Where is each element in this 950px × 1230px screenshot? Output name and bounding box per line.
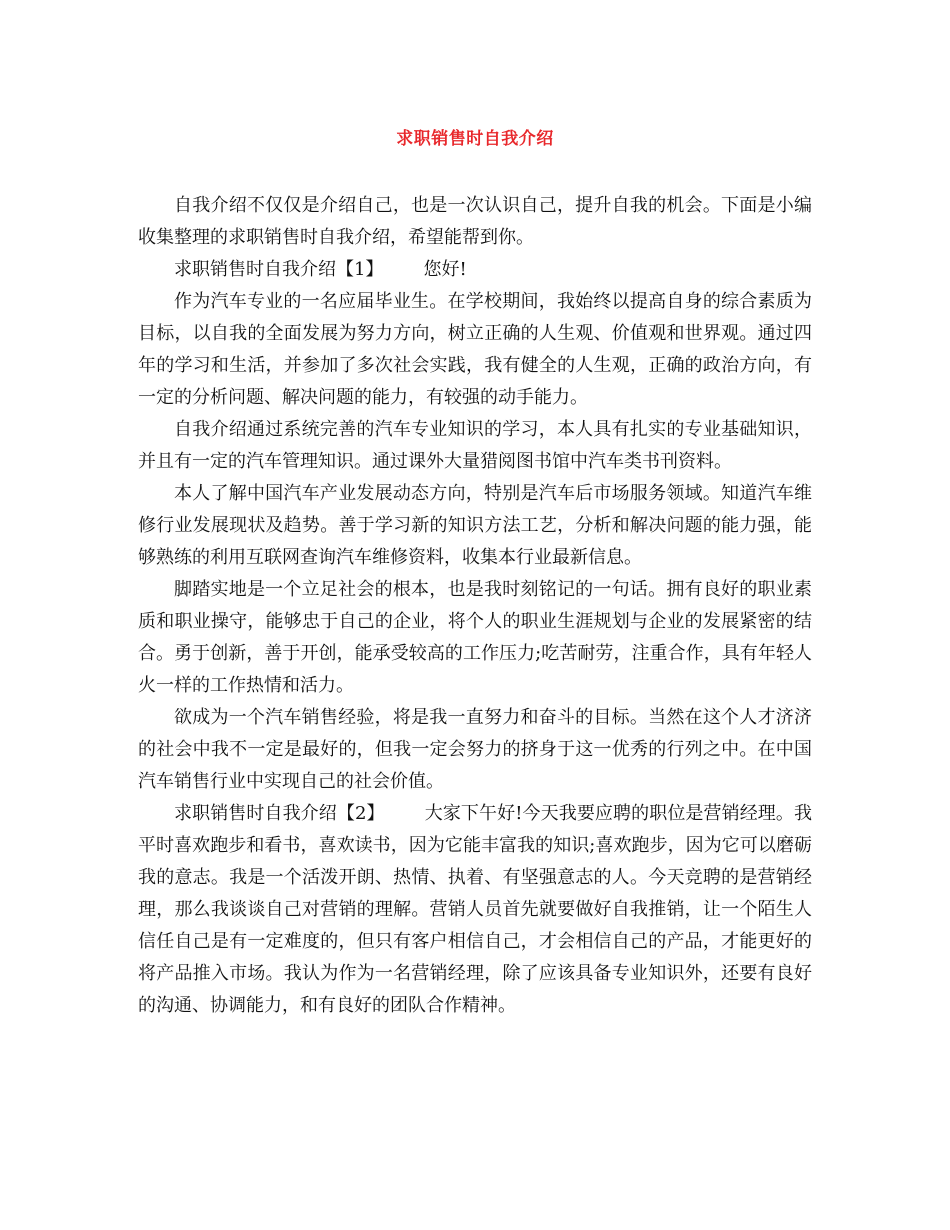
page-title: 求职销售时自我介绍 <box>396 129 554 149</box>
section-heading: 求职销售时自我介绍【2】 <box>174 803 385 824</box>
body-paragraph <box>138 414 812 478</box>
section-1-paragraph <box>138 254 812 286</box>
section-2-paragraph <box>138 798 812 1022</box>
body-paragraph <box>138 478 812 574</box>
body-paragraph <box>138 286 812 414</box>
document-body <box>138 190 812 1022</box>
body-paragraph <box>138 574 812 702</box>
body-paragraph <box>138 702 812 798</box>
paragraph-text: 脚踏实地是一个立足社会的根本，也是我时刻铭记的一句话。拥有良好的职业素质和职业操守，能够忠于自己的企业，将个人的职业生涯规划与企业的发展紧密的结合。勇于创新，善于开创，能承受较高的工作压力;吃苦耐劳，注重合作，具有年轻人火一样的工作热情和活力。 <box>138 579 812 696</box>
paragraph-text: 本人了解中国汽车产业发展动态方向，特别是汽车后市场服务领域。知道汽车维修行业发展现状及趋势。善于学习新的知识方法工艺，分析和解决问题的能力强，能够熟练的利用互联网查询汽车维修资料，收集本行业最新信息。 <box>138 483 812 568</box>
paragraph-text: 欲成为一个汽车销售经验，将是我一直努力和奋斗的目标。当然在这个人才济济的社会中我不一定是最好的，但我一定会努力的挤身于这一优秀的行列之中。在中国汽车销售行业中实现自己的社会价值。 <box>138 707 812 792</box>
section-heading: 求职销售时自我介绍【1】 <box>174 259 384 280</box>
intro-paragraph <box>138 190 812 254</box>
paragraph-text: 自我介绍不仅仅是介绍自己，也是一次认识自己，提升自我的机会。下面是小编收集整理的求职销售时自我介绍，希望能帮到你。 <box>138 195 812 248</box>
paragraph-text: 自我介绍通过系统完善的汽车专业知识的学习，本人具有扎实的专业基础知识，并且有一定的汽车管理知识。通过课外大量猎阅图书馆中汽车类书刊资料。 <box>138 419 812 472</box>
paragraph-text: 您好! <box>423 259 467 280</box>
paragraph-text: 大家下午好!今天我要应聘的职位是营销经理。我平时喜欢跑步和看书，喜欢读书，因为它能丰富我的知识;喜欢跑步，因为它可以磨砺我的意志。我是一个活泼开朗、热情、执着、有坚强意志的人。今天竞聘的是营销经理，那么我谈谈自己对营销的理解。营销人员首先就要做好自我推销，让一个陌生人信任自己是有一定难度的，但只有客户相信自己，才会相信自己的产品，才能更好的将产品推入市场。我认为作为一名营销经理，除了应该具备专业知识外，还要有良好的沟通、协调能力，和有良好的团队合作精神。 <box>138 803 812 1016</box>
paragraph-text: 作为汽车专业的一名应届毕业生。在学校期间，我始终以提高自身的综合素质为目标，以自我的全面发展为努力方向，树立正确的人生观、价值观和世界观。通过四年的学习和生活，并参加了多次社会实践，我有健全的人生观，正确的政治方向，有一定的分析问题、解决问题的能力，有较强的动手能力。 <box>138 291 812 408</box>
